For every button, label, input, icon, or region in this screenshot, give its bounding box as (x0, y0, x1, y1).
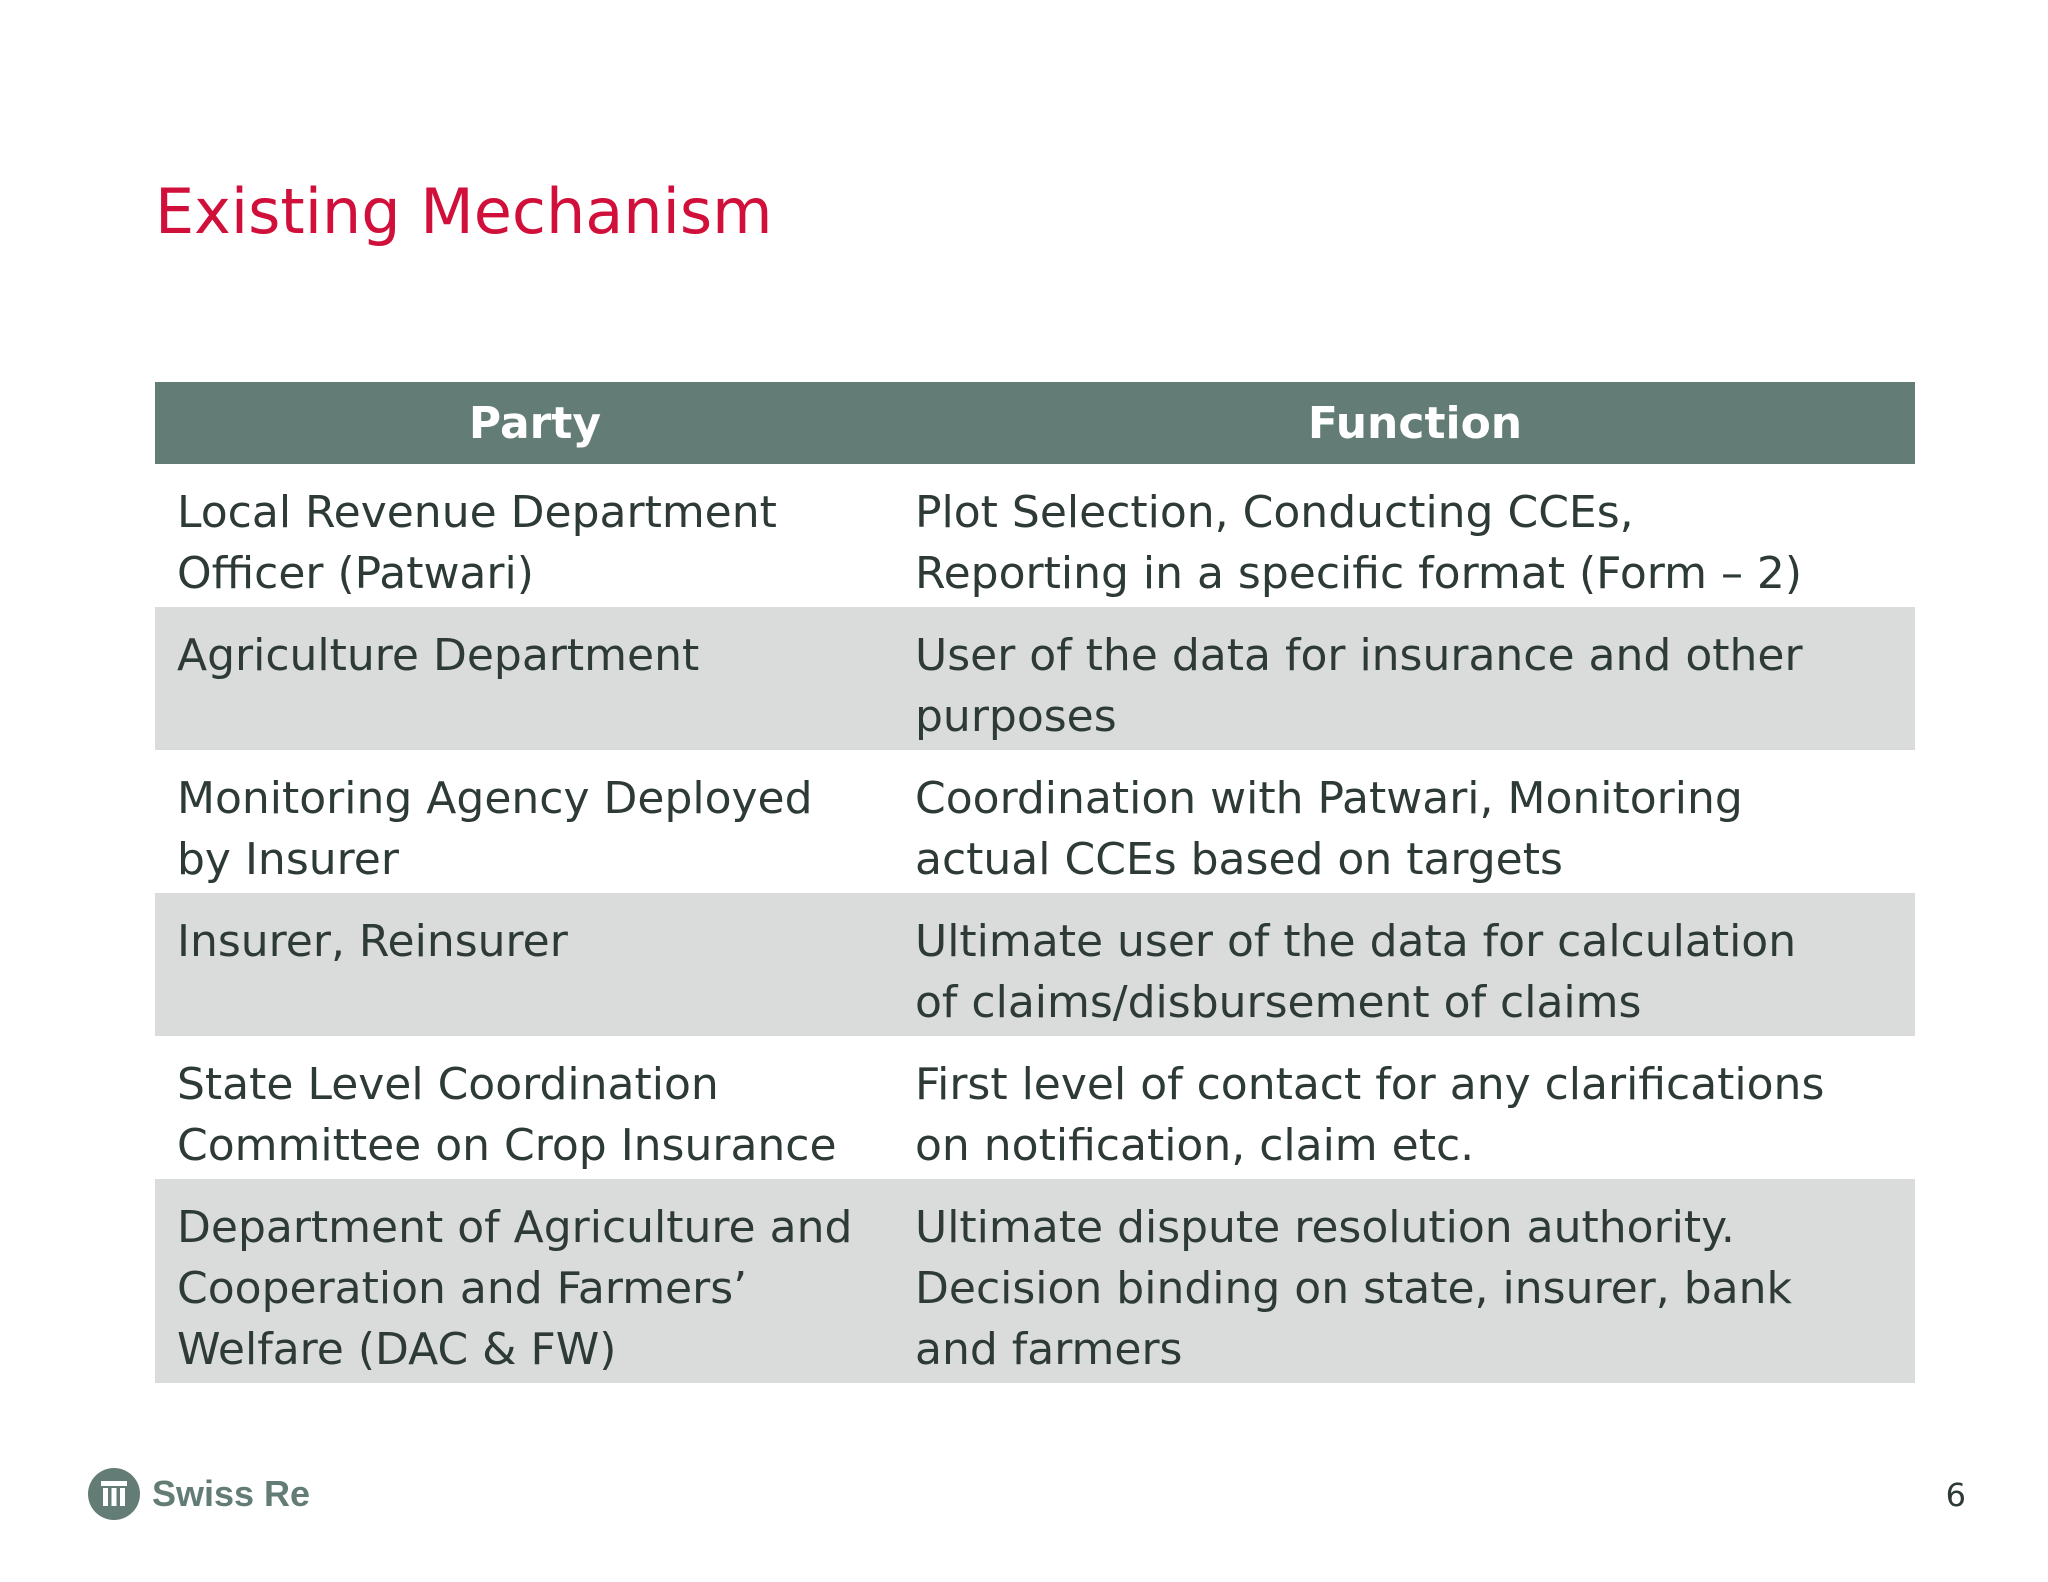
function-cell (915, 750, 1915, 893)
table-row (155, 1036, 1915, 1179)
cell-line: Department of Agriculture and (177, 1202, 853, 1253)
page-number: 6 (1945, 1476, 1966, 1514)
function-cell (915, 464, 1915, 607)
page-title: Existing Mechanism (155, 175, 773, 248)
table-row (155, 1179, 1915, 1383)
column-header-function: Function (915, 382, 1915, 464)
table-header-row (155, 382, 1915, 464)
cell-line: First level of contact for any clarifications (915, 1059, 1825, 1110)
cell-line: Insurer, Reinsurer (177, 916, 568, 967)
party-cell (155, 1179, 915, 1383)
function-cell (915, 893, 1915, 1036)
cell-line: Welfare (DAC & FW) (177, 1324, 617, 1375)
table-row (155, 750, 1915, 893)
cell-line: and farmers (915, 1324, 1183, 1375)
party-cell (155, 893, 915, 1036)
party-cell (155, 607, 915, 750)
function-cell (915, 1179, 1915, 1383)
swiss-re-logo (88, 1468, 310, 1520)
cell-line: purposes (915, 691, 1117, 742)
party-cell (155, 1036, 915, 1179)
party-cell (155, 750, 915, 893)
cell-line: Committee on Crop Insurance (177, 1120, 837, 1171)
cell-line: Coordination with Patwari, Monitoring (915, 773, 1743, 824)
cell-line: Ultimate dispute resolution authority. (915, 1202, 1735, 1253)
cell-line: Officer (Patwari) (177, 548, 534, 599)
table-row (155, 607, 1915, 750)
cell-line: Ultimate user of the data for calculation (915, 916, 1797, 967)
cell-line: Plot Selection, Conducting CCEs, (915, 487, 1634, 538)
cell-line: on notification, claim etc. (915, 1120, 1475, 1171)
cell-line: State Level Coordination (177, 1059, 719, 1110)
cell-line: Local Revenue Department (177, 487, 777, 538)
table-row (155, 893, 1915, 1036)
mechanism-table (155, 382, 1915, 1383)
function-cell (915, 607, 1915, 750)
cell-line: of claims/disbursement of claims (915, 977, 1642, 1028)
cell-line: Monitoring Agency Deployed (177, 773, 813, 824)
column-header-party: Party (155, 382, 915, 464)
cell-line: actual CCEs based on targets (915, 834, 1563, 885)
swiss-re-logo-icon (88, 1468, 140, 1520)
cell-line: Agriculture Department (177, 630, 700, 681)
cell-line: by Insurer (177, 834, 399, 885)
cell-line: Cooperation and Farmers’ (177, 1263, 748, 1314)
cell-line: Decision binding on state, insurer, bank (915, 1263, 1792, 1314)
logo-text: Swiss Re (152, 1473, 311, 1514)
cell-line: User of the data for insurance and other (915, 630, 1803, 681)
cell-line: Reporting in a specific format (Form – 2) (915, 548, 1803, 599)
party-cell (155, 464, 915, 607)
function-cell (915, 1036, 1915, 1179)
table-row (155, 464, 1915, 607)
